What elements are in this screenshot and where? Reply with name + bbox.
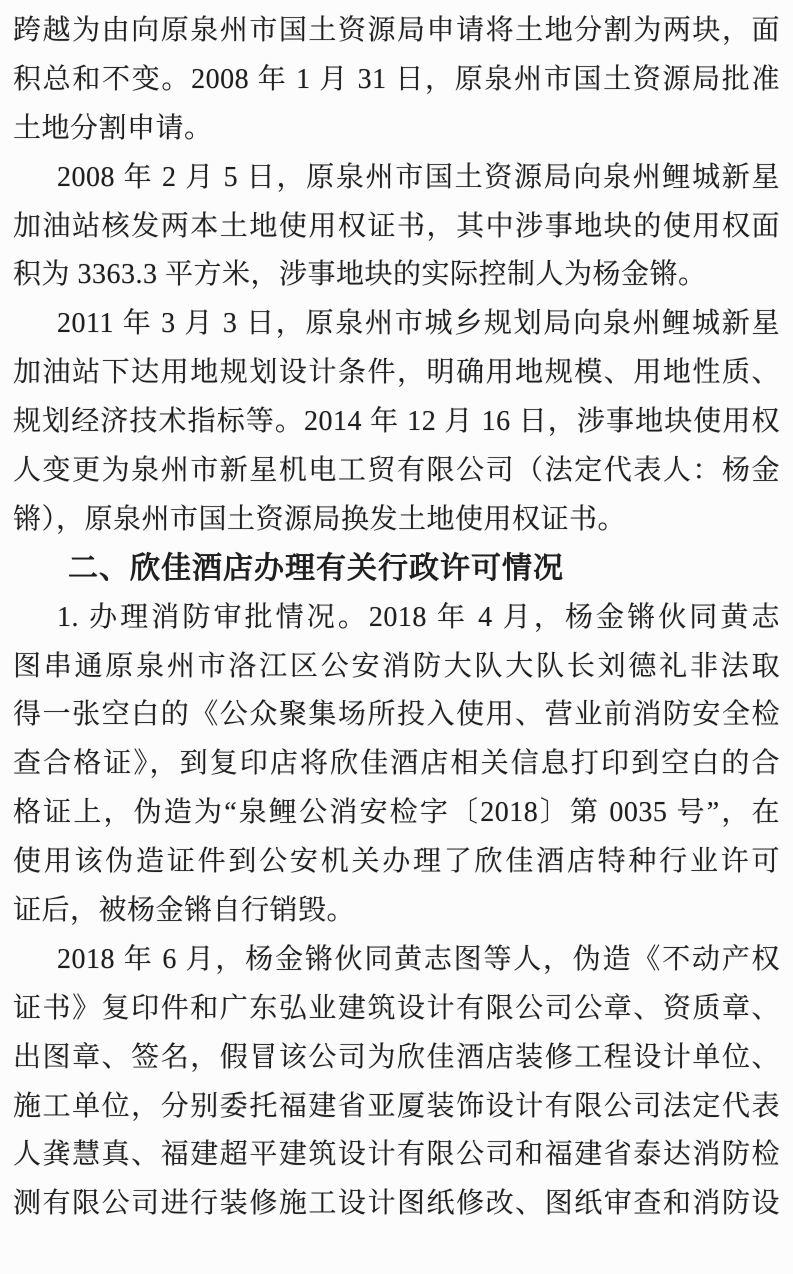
text-line: 证书》复印件和广东弘业建筑设计有限公司公章、资质章、	[13, 992, 780, 1024]
text-line: 2018 年 6 月，杨金锵伙同黄志图等人，伪造《不动产权	[57, 943, 780, 975]
text-line: 人变更为泉州市新星机电工贸有限公司（法定代表人：杨金	[13, 455, 780, 487]
text-line: 1. 办理消防审批情况。2018 年 4 月，杨金锵伙同黄志	[57, 601, 780, 633]
text-line: 施工单位，分别委托福建省亚厦装饰设计有限公司法定代表	[13, 1090, 780, 1122]
text-line: 积总和不变。2008 年 1 月 31 日，原泉州市国土资源局批准	[13, 63, 780, 95]
text-line: 锵），原泉州市国土资源局换发土地使用权证书。	[13, 503, 627, 535]
text-line: 2008 年 2 月 5 日，原泉州市国土资源局向泉州鲤城新星	[57, 161, 780, 193]
text-line: 2011 年 3 月 3 日，原泉州市城乡规划局向泉州鲤城新星	[57, 308, 780, 340]
text-line: 出图章、签名，假冒该公司为欣佳酒店装修工程设计单位、	[13, 1041, 780, 1073]
text-line: 图串通原泉州市洛江区公安消防大队大队长刘德礼非法取	[13, 650, 780, 682]
document-text-column	[13, 7, 780, 1229]
text-line: 查合格证》，到复印店将欣佳酒店相关信息打印到空白的合	[13, 748, 780, 780]
text-line: 加油站核发两本土地使用权证书，其中涉事地块的使用权面	[13, 210, 780, 242]
text-line: 积为 3363.3 平方米，涉事地块的实际控制人为杨金锵。	[13, 259, 707, 291]
text-line: 格证上，伪造为“泉鲤公消安检字〔2018〕第 0035 号”，在	[13, 797, 780, 829]
section-heading: 二、欣佳酒店办理有关行政许可情况	[68, 551, 564, 585]
text-line: 加油站下达用地规划设计条件，明确用地规模、用地性质、	[13, 357, 780, 389]
text-line: 规划经济技术指标等。2014 年 12 月 16 日，涉事地块使用权	[13, 406, 780, 438]
text-line: 使用该伪造证件到公安机关办理了欣佳酒店特种行业许可	[13, 846, 780, 878]
text-line: 得一张空白的《公众聚集场所投入使用、营业前消防安全检	[13, 699, 780, 731]
text-line: 土地分割申请。	[13, 112, 213, 144]
text-line: 跨越为由向原泉州市国土资源局申请将土地分割为两块，面	[13, 15, 780, 46]
text-line: 测有限公司进行装修施工设计图纸修改、图纸审查和消防设	[13, 1188, 780, 1220]
text-line: 证后，被杨金锵自行销毁。	[13, 895, 356, 927]
text-line: 人龚慧真、福建超平建筑设计有限公司和福建省泰达消防检	[13, 1139, 780, 1171]
